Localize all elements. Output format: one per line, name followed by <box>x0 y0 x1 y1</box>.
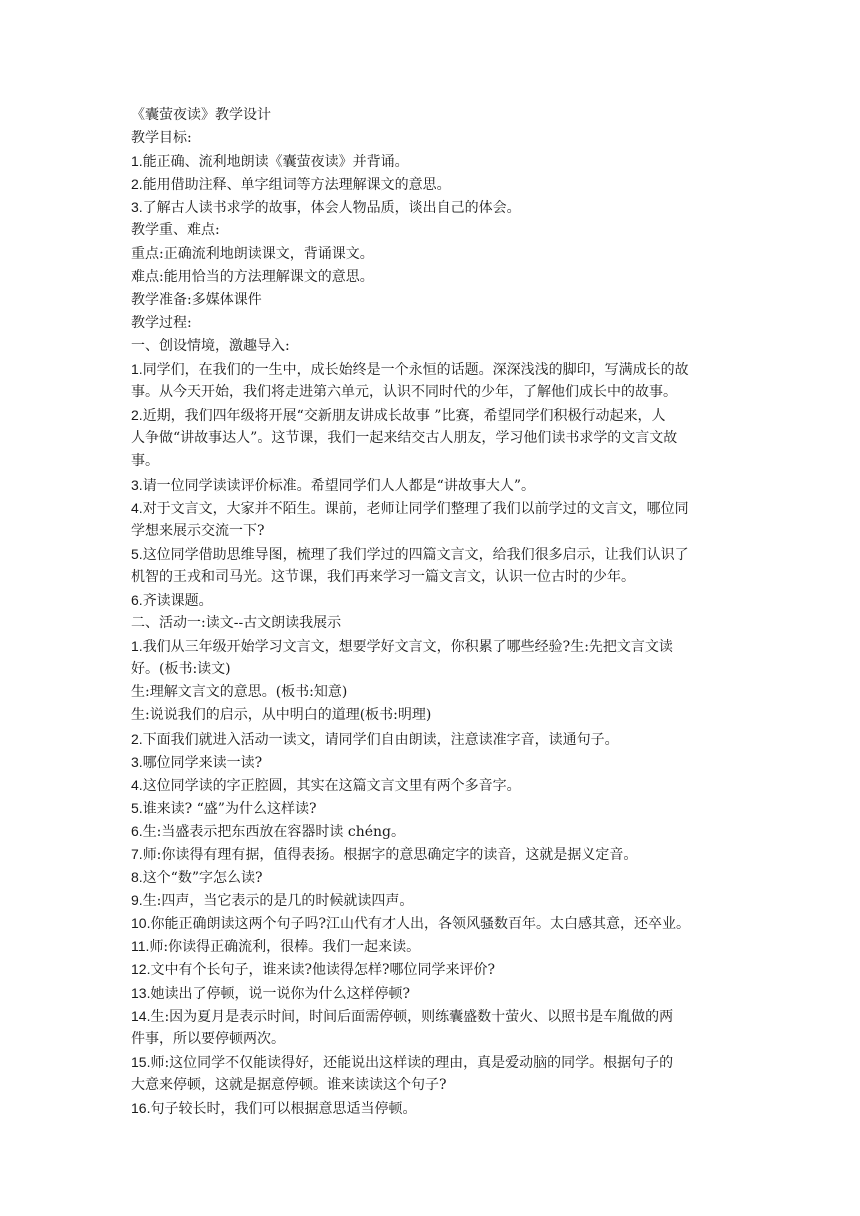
line-text: 文中有个长句子，谁来读?他读得怎样?哪位同学来评价? <box>150 962 495 979</box>
line-number: 16. <box>131 1100 151 1117</box>
line-text: 你能正确朗读这两个句子吗?江山代有才人出，各领风骚数百年。太白感其意，还卒业。 <box>150 916 690 933</box>
line-text: 教学重、难点: <box>131 222 220 239</box>
text-line <box>131 658 737 681</box>
text-line <box>131 150 737 173</box>
text-line <box>131 404 737 427</box>
text-line <box>131 982 737 1005</box>
text-line <box>131 196 737 219</box>
line-text: 教学目标: <box>131 130 192 147</box>
text-line <box>131 312 737 335</box>
text-line <box>131 335 737 358</box>
text-line <box>131 774 737 797</box>
line-number: 4. <box>131 776 143 793</box>
line-text: 同学们，在我们的一生中，成长始终是一个永恒的话题。深深浅浅的脚印，写满成长的故 <box>142 362 689 379</box>
line-number: 3. <box>131 199 143 216</box>
line-text: 一、创设情境，激趣导入: <box>131 337 290 354</box>
line-number: 6. <box>131 822 143 839</box>
text-line <box>131 566 737 589</box>
document-body <box>131 104 737 1120</box>
line-text: 这位同学借助思维导图，梳理了我们学过的四篇文言文，给我们很多启示，让我们认识了 <box>142 546 689 563</box>
text-line <box>131 889 737 912</box>
text-line <box>131 1028 737 1051</box>
text-line <box>131 358 737 381</box>
line-text: 谁来读? “盛”为什么这样读? <box>142 800 317 817</box>
line-number: 3. <box>131 476 143 493</box>
line-text: 件事，所以要停顿两次。 <box>131 1030 285 1047</box>
line-text: 能用借助注释、单字组词等方法理解课文的意思。 <box>142 177 451 194</box>
text-line <box>131 243 737 266</box>
line-text: 生:四声，当它表示的是几的时候就读四声。 <box>142 893 414 910</box>
line-number: 15. <box>131 1053 151 1070</box>
text-line <box>131 704 737 727</box>
line-text: 这个“数”字怎么读? <box>142 870 263 887</box>
line-number: 5. <box>131 799 143 816</box>
text-line <box>131 1074 737 1097</box>
line-text: 人争做“讲故事达人”。这节课，我们一起来结交古人朋友，学习他们读书求学的文言文故 <box>131 430 678 447</box>
line-text: 下面我们就进入活动一读文，请同学们自由朗读，注意读准字音，读通句子。 <box>142 731 619 748</box>
text-line <box>131 104 737 127</box>
line-number: 8. <box>131 869 143 886</box>
line-text: 事。 <box>131 453 159 470</box>
text-line <box>131 820 737 843</box>
line-text: 我们从三年级开始学习文言文，想要学好文言文，你积累了哪些经验?生:先把文言文读 <box>142 639 673 656</box>
line-text: 生:说说我们的启示，从中明白的道理(板书:明理) <box>131 707 432 724</box>
line-number: 4. <box>131 499 143 516</box>
line-number: 11. <box>131 938 150 955</box>
text-line <box>131 958 737 981</box>
text-line <box>131 589 737 612</box>
line-text: 了解古人读书求学的故事，体会人物品质，谈出自己的体会。 <box>142 200 521 217</box>
line-number: 2. <box>131 176 143 193</box>
line-number: 5. <box>131 545 143 562</box>
line-number: 2. <box>131 730 143 747</box>
line-text: 哪位同学来读一读? <box>142 754 263 771</box>
text-line <box>131 497 737 520</box>
line-number: 12. <box>131 961 151 978</box>
text-line <box>131 289 737 312</box>
text-line <box>131 543 737 566</box>
line-text: 生:理解文言文的意思。(板书:知意) <box>131 684 348 701</box>
line-number: 10. <box>131 915 151 932</box>
line-text: 对于文言文，大家并不陌生。课前，老师让同学们整理了我们以前学过的文言文，哪位同 <box>142 500 689 517</box>
text-line <box>131 1097 737 1120</box>
text-line <box>131 381 737 404</box>
text-line <box>131 219 737 242</box>
line-number: 9. <box>131 892 143 909</box>
line-number: 2. <box>131 407 143 424</box>
line-text: 这位同学读的字正腔圆，其实在这篇文言文里有两个多音字。 <box>142 777 521 794</box>
text-line <box>131 266 737 289</box>
text-line <box>131 127 737 150</box>
line-number: 6. <box>131 591 143 608</box>
text-line <box>131 843 737 866</box>
line-text: 难点:能用恰当的方法理解课文的意思。 <box>131 268 374 285</box>
line-text: 机智的王戎和司马光。这节课，我们再来学习一篇文言文，认识一位古时的少年。 <box>131 568 635 585</box>
text-line <box>131 935 737 958</box>
text-line <box>131 681 737 704</box>
line-text: 师:你读得有理有据，值得表扬。根据字的意思确定字的读音，这就是据义定音。 <box>142 847 638 863</box>
line-number: 1. <box>131 638 143 655</box>
line-number: 13. <box>131 984 151 1001</box>
text-line <box>131 427 737 450</box>
line-number: 14. <box>131 1007 151 1024</box>
text-line <box>131 173 737 196</box>
text-line <box>131 612 737 635</box>
line-text: 齐读课题。 <box>142 592 213 609</box>
line-number: 1. <box>131 361 143 378</box>
text-line <box>131 912 737 935</box>
line-text: 事。从今天开始，我们将走进第六单元，认识不同时代的少年，了解他们成长中的故事。 <box>131 384 677 401</box>
line-number: 7. <box>131 846 143 862</box>
line-number: 1. <box>131 153 143 170</box>
line-text: 教学过程: <box>131 314 192 331</box>
line-text: 生:因为夏月是表示时间，时间后面需停顿，则练囊盛数十萤火、以照书是车胤做的两 <box>150 1008 674 1025</box>
text-line <box>131 751 737 774</box>
line-text: 师:你读得正确流利，很棒。我们一起来读。 <box>149 939 421 956</box>
line-number: 3. <box>131 753 143 770</box>
line-text: 二、活动一:读文--古文朗读我展示 <box>131 615 342 632</box>
text-line <box>131 866 737 889</box>
line-text: 请一位同学读读评价标准。希望同学们人人都是“讲故事大人”。 <box>142 477 536 494</box>
line-text: 能正确、流利地朗读《囊萤夜读》并背诵。 <box>142 154 409 171</box>
line-text: 重点:正确流利地朗读课文，背诵课文。 <box>131 245 374 262</box>
line-text: 教学准备:多媒体课件 <box>131 291 262 308</box>
line-text: 师:这位同学不仅能读得好，还能说出这样读的理由，真是爱动脑的同学。根据句子的 <box>150 1054 674 1071</box>
text-line <box>131 450 737 473</box>
line-text: 句子较长时，我们可以根据意思适当停顿。 <box>150 1101 417 1118</box>
line-text: 大意来停顿，这就是据意停顿。谁来读读这个句子? <box>131 1076 447 1093</box>
text-line <box>131 1051 737 1074</box>
text-line <box>131 520 737 543</box>
text-line <box>131 474 737 497</box>
line-text: 好。(板书:读文) <box>131 661 231 678</box>
text-line <box>131 797 737 820</box>
text-line <box>131 728 737 751</box>
text-line <box>131 635 737 658</box>
line-text: 学想来展示交流一下? <box>131 522 265 539</box>
line-text: 《囊萤夜读》教学设计 <box>131 107 271 123</box>
line-text: 近期，我们四年级将开展“交新朋友讲成长故事 ”比赛，希望同学们积极行动起来，人 <box>142 408 666 425</box>
line-text: 生:当盛表示把东西放在容器时读 chéng。 <box>142 823 405 840</box>
line-text: 她读出了停顿，说一说你为什么这样停顿? <box>150 985 410 1002</box>
text-line <box>131 1005 737 1028</box>
